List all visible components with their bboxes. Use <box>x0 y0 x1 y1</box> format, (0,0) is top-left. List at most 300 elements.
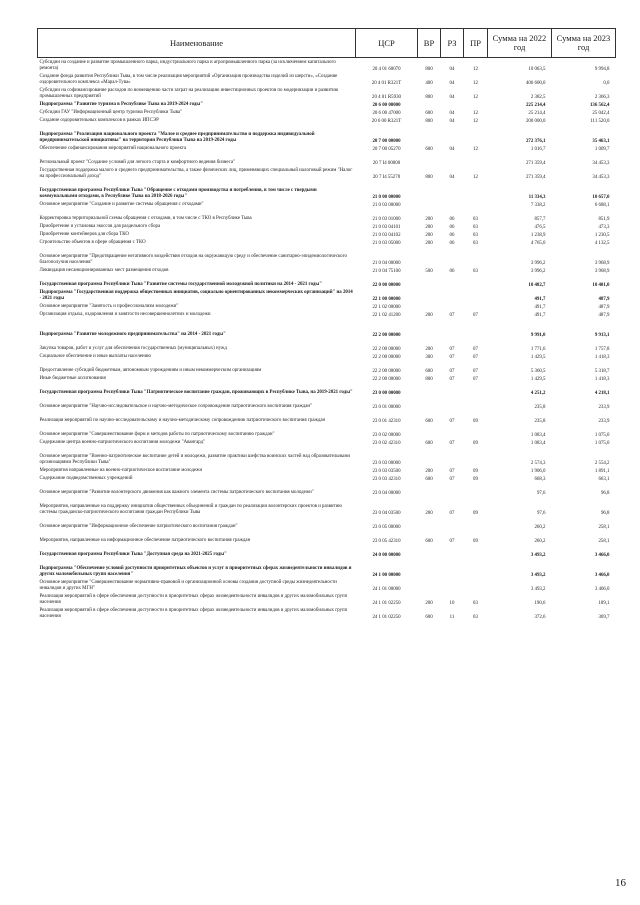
cell-sum-2022: 1 083,4 <box>530 440 546 446</box>
cell-csr: 23 0 01 42310 <box>372 418 401 424</box>
cell-pr <box>464 516 488 530</box>
cell-name: Мероприятия направленные на военно-патриотическое воспитание молодежи <box>39 467 203 473</box>
table-row <box>38 208 616 222</box>
cell-pr <box>464 482 488 496</box>
cell-name: Приобретение и установка экоссов для раздельного сбора <box>39 223 161 229</box>
header-sum-2023: Сумма на 2023 год <box>552 29 616 58</box>
cell-vr <box>418 302 441 310</box>
cell-rz: 04 <box>449 146 455 152</box>
cell-rz: 07 <box>449 418 455 424</box>
table-row <box>38 180 616 200</box>
cell-sum-2023: 258,1 <box>598 524 610 530</box>
cell-vr <box>418 246 441 266</box>
cell-sum-2023: 2 366,3 <box>594 94 610 100</box>
cell-name: Закупка товаров, работ и услуг для обеспечения государственных (муниципальных) нужд <box>39 345 227 351</box>
cell-csr: 23 0 04 03500 <box>372 510 401 516</box>
cell-name: Государственная программа Республики Тыва "Обращение с отходами производства и потребления, в том числе с твердыми коммунальными отходами, в Республике Тыва на 2018-2026 годы" <box>39 188 317 199</box>
cell-csr: 21 0 00 00000 <box>372 194 401 200</box>
table-row <box>38 144 616 152</box>
cell-name: Субсидии ГАУ "Информационный центр туризма Республики Тыва" <box>39 109 183 115</box>
cell-rz: 11 <box>449 614 455 620</box>
cell-pr: 07 <box>473 346 478 352</box>
cell-sum-2022: 7 338,2 <box>530 202 546 208</box>
cell-sum-2023: 189,1 <box>598 600 610 606</box>
cell-sum-2022: 235,8 <box>534 418 546 424</box>
cell-vr: 200 <box>425 224 433 230</box>
cell-csr: 23 0 03 00000 <box>372 460 401 466</box>
cell-sum-2023: 487,9 <box>598 296 610 302</box>
cell-name: Корректировка территориальной схемы обращения с отходами, в том числе с ТКО в Республике Тыва <box>39 215 252 221</box>
cell-rz <box>441 152 464 166</box>
cell-name: Приобретение контейнеров для сбора ТКО <box>39 231 129 237</box>
cell-csr: 20 6 00 00000 <box>372 102 401 108</box>
cell-sum-2022: 372,6 <box>534 614 546 620</box>
cell-rz: 06 <box>449 224 455 230</box>
cell-sum-2023: 9 994,8 <box>594 66 610 72</box>
table-row <box>38 200 616 208</box>
cell-vr: 600 <box>425 614 433 620</box>
table-row <box>38 238 616 246</box>
cell-sum-2022: 491,7 <box>534 296 546 302</box>
cell-sum-2023: 369,7 <box>598 614 610 620</box>
cell-pr: 09 <box>473 538 478 544</box>
cell-rz: 04 <box>449 80 455 86</box>
cell-csr: 20 4 01 R5930 <box>372 94 401 100</box>
cell-csr: 24 1 00 00000 <box>372 572 401 578</box>
header-sum-2022: Сумма на 2022 год <box>488 29 552 58</box>
cell-pr: 03 <box>473 216 478 222</box>
cell-csr: 23 0 02 42310 <box>372 440 401 446</box>
cell-sum-2022: 3 493,2 <box>530 586 546 592</box>
cell-name: Основное мероприятие "Информационное обеспечение патриотического воспитания граждан" <box>39 523 238 529</box>
cell-vr: 200 <box>425 346 433 352</box>
cell-sum-2022: 1 906,0 <box>530 468 546 474</box>
cell-sum-2023: 25 042,4 <box>592 110 610 116</box>
table-row <box>38 274 616 288</box>
cell-pr: 09 <box>473 510 478 516</box>
cell-sum-2022: 1 429,5 <box>530 354 546 360</box>
cell-vr: 300 <box>425 354 433 360</box>
cell-sum-2023: 233,9 <box>598 418 610 424</box>
cell-csr: 24 1 01 02250 <box>372 614 401 620</box>
cell-vr <box>418 544 441 558</box>
table-row <box>38 222 616 230</box>
cell-rz: 07 <box>449 312 455 318</box>
cell-name: Содержание подведомственных учреждений <box>39 475 133 481</box>
cell-pr: 12 <box>473 118 478 124</box>
cell-pr: 09 <box>473 468 478 474</box>
table-row <box>38 438 616 446</box>
cell-sum-2023: 3 968,9 <box>594 268 610 274</box>
cell-pr <box>464 246 488 266</box>
cell-sum-2023: 111 520,0 <box>590 118 610 124</box>
cell-rz <box>441 274 464 288</box>
table-row <box>38 382 616 396</box>
header-row <box>38 29 616 58</box>
cell-name: Основное мероприятие "Совершенствование форм и методов работы по патриотическому воспитанию граждан" <box>39 431 275 437</box>
cell-name: Государственная программа Республики Тыва "Патриотическое воспитание граждан, проживающих в Республике Тыва, на 2019-2021 годы" <box>39 389 353 395</box>
cell-sum-2023: 34 453,3 <box>592 174 610 180</box>
cell-csr: 20 7 00 00000 <box>372 138 401 144</box>
cell-vr <box>418 446 441 466</box>
cell-name: Государственная программа Республики Тыва "Доступная среда на 2021-2025 годы" <box>39 551 227 557</box>
table-row <box>38 482 616 496</box>
cell-name: Иные бюджетные ассигнования <box>39 375 106 381</box>
table-row <box>38 310 616 318</box>
table-row <box>38 58 616 73</box>
cell-rz: 04 <box>449 66 455 72</box>
cell-name: Региональный проект "Создание условий для легкого старта и комфортного ведения бизнеса" <box>39 159 236 165</box>
cell-name: Основное мероприятие "Научно-исследовательское и научно-методическое сопровождение патриотического воспитания граждан" <box>39 403 313 409</box>
cell-name: Подпрограмма "Обеспечение условий доступности приоритетных объектов и услуг в приоритетных сферах жизнедеятельности инвалидов и других маломобильных групп населения" <box>39 566 352 577</box>
cell-vr: 200 <box>425 600 433 606</box>
budget-table <box>37 28 616 620</box>
cell-rz <box>441 288 464 302</box>
cell-sum-2022: 3 996,2 <box>530 268 546 274</box>
cell-sum-2022: 1 429,5 <box>530 376 546 382</box>
cell-vr: 800 <box>425 376 433 382</box>
cell-sum-2023: 5 318,7 <box>594 368 610 374</box>
cell-rz <box>441 544 464 558</box>
cell-sum-2022: 3 493,2 <box>530 552 546 558</box>
cell-vr <box>418 100 441 108</box>
cell-name: Основное мероприятие "Занятость и профессионализм молодежи" <box>39 303 179 309</box>
cell-pr: 03 <box>473 240 478 246</box>
cell-vr <box>418 288 441 302</box>
cell-vr <box>418 382 441 396</box>
cell-rz: 04 <box>449 94 455 100</box>
cell-vr <box>418 200 441 208</box>
cell-vr: 600 <box>425 538 433 544</box>
table-row <box>38 396 616 410</box>
table-row <box>38 116 616 124</box>
cell-name: Подпрограмма "Развитие молодежного предпринимательства" на 2014 - 2021 годы" <box>39 331 226 337</box>
table-row <box>38 86 616 100</box>
cell-csr: 23 0 05 00000 <box>372 524 401 530</box>
cell-name: Создание оздоровительных комплексов в рамках ИПСЭР <box>39 117 159 123</box>
cell-sum-2023: 34 453,3 <box>592 160 610 166</box>
cell-sum-2023: 1 891,1 <box>594 468 610 474</box>
cell-csr: 23 0 05 42310 <box>372 538 401 544</box>
cell-csr: 20 6 00 47000 <box>372 110 401 116</box>
cell-rz <box>441 200 464 208</box>
cell-name: Подпрограмма "Развитие туризма в Республике Тыва на 2019-2024 годы" <box>39 101 203 107</box>
cell-sum-2022: 25 214,4 <box>528 110 546 116</box>
cell-sum-2023: 1 230,5 <box>594 232 610 238</box>
cell-vr: 600 <box>425 440 433 446</box>
cell-rz <box>441 558 464 578</box>
cell-name: Ликвидация несанкционированных мест размещения отходов <box>39 267 169 273</box>
cell-csr: 20 6 00 R321T <box>371 118 402 124</box>
cell-sum-2023: 487,9 <box>598 304 610 310</box>
header-csr: ЦСР <box>356 29 418 58</box>
table-row <box>38 302 616 310</box>
cell-rz: 04 <box>449 110 455 116</box>
cell-pr <box>464 124 488 144</box>
cell-name: Основное мероприятие "Предотвращение негативного воздействия отходов на окружающую среду и обеспечение санитарно-эпидемиологического благополучия населения" <box>39 254 347 265</box>
cell-sum-2022: 2 574,3 <box>530 460 546 466</box>
table-row <box>38 544 616 558</box>
cell-pr <box>464 446 488 466</box>
cell-pr: 03 <box>473 268 478 274</box>
cell-sum-2023: 1 075,0 <box>594 440 610 446</box>
cell-rz: 06 <box>449 240 455 246</box>
cell-sum-2023: 1 418,3 <box>594 376 610 382</box>
cell-sum-2022: 1 238,9 <box>530 232 546 238</box>
table-row <box>38 558 616 578</box>
cell-vr: 200 <box>425 216 433 222</box>
cell-rz <box>441 424 464 438</box>
cell-sum-2022: 272 376,1 <box>525 138 546 144</box>
cell-vr: 200 <box>425 468 433 474</box>
cell-sum-2023: 3 466,0 <box>594 586 610 592</box>
cell-csr: 23 0 02 00000 <box>372 432 401 438</box>
cell-pr: 09 <box>473 476 478 482</box>
cell-sum-2023: 1 009,7 <box>594 146 610 152</box>
cell-sum-2023: 4 132,5 <box>594 240 610 246</box>
cell-vr: 600 <box>425 418 433 424</box>
cell-name: Реализация мероприятий по научно-исследовательскому и научно-методическому сопровождению патриотического воспитания граждан <box>39 417 326 423</box>
cell-sum-2023: 9 913,1 <box>594 332 610 338</box>
cell-sum-2022: 11 334,3 <box>528 194 546 200</box>
cell-sum-2023: 2 554,2 <box>594 460 610 466</box>
cell-vr <box>418 152 441 166</box>
cell-sum-2023: 851,9 <box>598 216 610 222</box>
cell-pr: 03 <box>473 600 478 606</box>
cell-sum-2022: 260,2 <box>534 524 546 530</box>
cell-vr: 600 <box>425 368 433 374</box>
cell-name: Обеспечение софинансирования мероприятий национального проекта <box>39 145 187 151</box>
table-row <box>38 578 616 592</box>
cell-sum-2022: 10 482,7 <box>528 282 546 288</box>
cell-rz: 07 <box>449 376 455 382</box>
cell-name: Основное мероприятие "Развитие волонтерского движения как важного элемента системы патриотического воспитания молодежи" <box>39 489 314 495</box>
table-row <box>38 108 616 116</box>
cell-name: Мероприятия, направленные на информационное обеспечение патриотического воспитания граждан <box>39 537 251 543</box>
cell-name: Социальное обеспечение и иные выплаты населению <box>39 353 151 359</box>
cell-rz <box>441 382 464 396</box>
cell-name: Основное мероприятие "Совершенствование нормативно-правовой и организационной основы создания доступной среды жизнедеятельности инвалидов и других МГН" <box>39 580 337 591</box>
cell-csr: 22 2 00 00000 <box>372 354 401 360</box>
cell-vr: 800 <box>425 66 433 72</box>
cell-vr <box>418 578 441 592</box>
cell-sum-2023: 35 463,1 <box>592 138 610 144</box>
cell-sum-2023: 4 218,1 <box>594 390 610 396</box>
table-row <box>38 410 616 424</box>
cell-csr: 20 7 00 05270 <box>372 146 401 152</box>
cell-sum-2022: 260,2 <box>534 538 546 544</box>
cell-name: Мероприятия, направленные на поддержку инициатив общественных объединений и граждан по реализации волонтерских проектов и развитию системы гражданско-патриотического воспитания граждан Республики Тыва <box>39 504 342 515</box>
table-row <box>38 72 616 86</box>
cell-sum-2022: 97,6 <box>536 510 546 516</box>
cell-sum-2022: 668,3 <box>534 476 546 482</box>
cell-sum-2022: 406 600,0 <box>525 80 546 86</box>
cell-sum-2023: 3 968,9 <box>594 260 610 266</box>
cell-csr: 22 2 00 00000 <box>372 376 401 382</box>
table-row <box>38 592 616 606</box>
cell-name: Предоставление субсидий бюджетным, автономным учреждениям и иным некоммерческим организациям <box>39 367 262 373</box>
cell-sum-2023: 96,8 <box>600 490 610 496</box>
cell-rz <box>441 318 464 338</box>
cell-rz: 06 <box>449 232 455 238</box>
table-row <box>38 374 616 382</box>
cell-csr: 22 2 00 00000 <box>372 368 401 374</box>
cell-vr <box>418 318 441 338</box>
cell-vr: 600 <box>425 476 433 482</box>
cell-vr: 800 <box>425 174 433 180</box>
cell-sum-2022: 190,6 <box>534 600 546 606</box>
cell-csr: 20 4 01 60070 <box>372 66 401 72</box>
cell-pr: 07 <box>473 354 478 360</box>
cell-sum-2022: 1 083,4 <box>530 432 546 438</box>
cell-pr <box>464 274 488 288</box>
cell-sum-2022: 9 991,0 <box>530 332 546 338</box>
cell-sum-2023: 1 418,3 <box>594 354 610 360</box>
cell-sum-2022: 235,8 <box>534 404 546 410</box>
cell-csr: 21 0 03 04101 <box>372 224 401 230</box>
cell-sum-2022: 4 765,0 <box>530 240 546 246</box>
table-row <box>38 352 616 360</box>
cell-sum-2023: 487,9 <box>598 312 610 318</box>
cell-name: Содержание центра военно-патриотического воспитания молодежи "Авангард" <box>39 439 206 445</box>
cell-name: Государственная программа Республики Тыва "Развитие системы государственной молодежной политики на 2014 - 2021 годы" <box>39 281 322 287</box>
header-pr: ПР <box>464 29 488 58</box>
cell-pr <box>464 200 488 208</box>
cell-pr <box>464 288 488 302</box>
cell-vr <box>418 274 441 288</box>
cell-pr: 03 <box>473 614 478 620</box>
table-row <box>38 266 616 274</box>
cell-sum-2022: 200 000,0 <box>525 118 546 124</box>
cell-vr: 200 <box>425 240 433 246</box>
cell-sum-2023: 6 688,1 <box>594 202 610 208</box>
cell-pr <box>464 152 488 166</box>
cell-sum-2022: 97,6 <box>536 490 546 496</box>
table-row <box>38 100 616 108</box>
cell-rz: 07 <box>449 468 455 474</box>
cell-vr <box>418 124 441 144</box>
cell-sum-2022: 225 214,4 <box>525 102 546 108</box>
cell-vr: 500 <box>425 268 433 274</box>
cell-rz <box>441 180 464 200</box>
cell-pr <box>464 382 488 396</box>
cell-pr <box>464 424 488 438</box>
cell-csr: 21 0 04 75100 <box>372 268 401 274</box>
cell-sum-2022: 491,7 <box>534 312 546 318</box>
cell-rz: 07 <box>449 476 455 482</box>
cell-name: Государственная поддержка малого и среднего предпринимательства, а также физических лиц, применяющих специальный налоговый режим "Налог на профессиональный доход" <box>39 168 353 179</box>
cell-rz: 07 <box>449 510 455 516</box>
cell-rz <box>441 578 464 592</box>
cell-name: Субсидии на софинансирование расходов по возмещению части затрат на реализацию инвестиционных проектов по модернизации и развитию промышленных предприятий <box>39 88 339 99</box>
cell-csr: 20 7 I4 55270 <box>372 174 401 180</box>
table-row <box>38 530 616 544</box>
cell-pr: 09 <box>473 440 478 446</box>
cell-vr: 200 <box>425 312 433 318</box>
cell-csr: 24 0 00 00000 <box>372 552 401 558</box>
cell-vr: 600 <box>425 110 433 116</box>
cell-csr: 21 0 03 01000 <box>372 216 401 222</box>
cell-sum-2022: 5 360,5 <box>530 368 546 374</box>
cell-rz: 07 <box>449 346 455 352</box>
cell-sum-2023: 136 562,4 <box>589 102 610 108</box>
table-row <box>38 230 616 238</box>
table-row <box>38 360 616 374</box>
cell-rz: 06 <box>449 216 455 222</box>
cell-sum-2022: 1 771,6 <box>530 346 546 352</box>
cell-sum-2022: 857,7 <box>534 216 546 222</box>
cell-vr <box>418 396 441 410</box>
cell-sum-2023: 1 757,8 <box>594 346 610 352</box>
cell-sum-2023: 10 657,0 <box>592 194 610 200</box>
cell-rz: 10 <box>449 600 455 606</box>
table-body <box>38 58 616 621</box>
cell-name: Подпрограмма "Реализация национального проекта "Малое и среднее предпринимательство и поддержка индивидуальной предпринимательской инициативы" на территории Республики Тыва на 2019-2024 годы <box>39 132 315 143</box>
cell-vr: 800 <box>425 118 433 124</box>
table-row <box>38 338 616 352</box>
cell-csr: 22 2 00 00000 <box>372 332 401 338</box>
cell-sum-2022: 476,5 <box>534 224 546 230</box>
cell-name: Реализация мероприятий в сфере обеспечения доступности в приоритетных сферах жизнедеятельности инвалидов и других маломобильных групп населения <box>39 608 348 619</box>
table-row <box>38 474 616 482</box>
cell-pr: 12 <box>473 174 478 180</box>
cell-name: Субсидии на создание и развитие промышленного парка, индустриального парка и агропромышленного парка (за исключением капитального ремонта) <box>39 60 336 71</box>
cell-pr: 03 <box>473 224 478 230</box>
cell-sum-2023: 3 466,0 <box>594 552 610 558</box>
cell-csr: 21 0 03 00000 <box>372 202 401 208</box>
cell-vr: 200 <box>425 232 433 238</box>
cell-rz <box>441 446 464 466</box>
cell-sum-2022: 491,7 <box>534 304 546 310</box>
page-number: 16 <box>615 877 626 889</box>
cell-sum-2022: 2 382,5 <box>530 94 546 100</box>
cell-pr: 12 <box>473 110 478 116</box>
table-row <box>38 152 616 166</box>
cell-sum-2022: 10 063,5 <box>528 66 546 72</box>
cell-csr: 24 1 01 00000 <box>372 586 401 592</box>
table-row <box>38 124 616 144</box>
cell-pr: 12 <box>473 66 478 72</box>
cell-pr: 07 <box>473 376 478 382</box>
cell-csr: 22 1 02 41200 <box>372 312 401 318</box>
table-row <box>38 424 616 438</box>
cell-csr: 24 1 01 02250 <box>372 600 401 606</box>
cell-pr: 12 <box>473 94 478 100</box>
cell-pr: 12 <box>473 146 478 152</box>
cell-csr: 23 0 00 00000 <box>372 390 401 396</box>
table-row <box>38 606 616 620</box>
cell-sum-2023: 473,3 <box>598 224 610 230</box>
table-row <box>38 166 616 180</box>
cell-rz: 07 <box>449 538 455 544</box>
cell-rz: 07 <box>449 368 455 374</box>
cell-pr <box>464 180 488 200</box>
cell-name: Основное мероприятие "Создание и развитие системы обращения с отходами" <box>39 201 204 207</box>
cell-rz <box>441 396 464 410</box>
table-row <box>38 496 616 516</box>
cell-rz <box>441 302 464 310</box>
cell-csr: 23 0 03 03500 <box>372 468 401 474</box>
cell-csr: 23 0 03 42310 <box>372 476 401 482</box>
cell-rz: 04 <box>449 174 455 180</box>
table-row <box>38 318 616 338</box>
cell-name: Создание фонда развития Республики Тыва, в том числе реализация мероприятий «Организация производства изделий из шерсти», «Создание оздоровительного комплекса «Марал-Тува» <box>39 74 338 85</box>
table-row <box>38 446 616 466</box>
cell-name: Основное мероприятие "Военно-патриотическое воспитание детей и молодежи, развитие практики шефства воинских частей над образовательными организациями Республики Тыва" <box>39 454 351 465</box>
cell-sum-2023: 258,1 <box>598 538 610 544</box>
cell-sum-2023: 1 075,0 <box>594 432 610 438</box>
cell-rz <box>441 124 464 144</box>
